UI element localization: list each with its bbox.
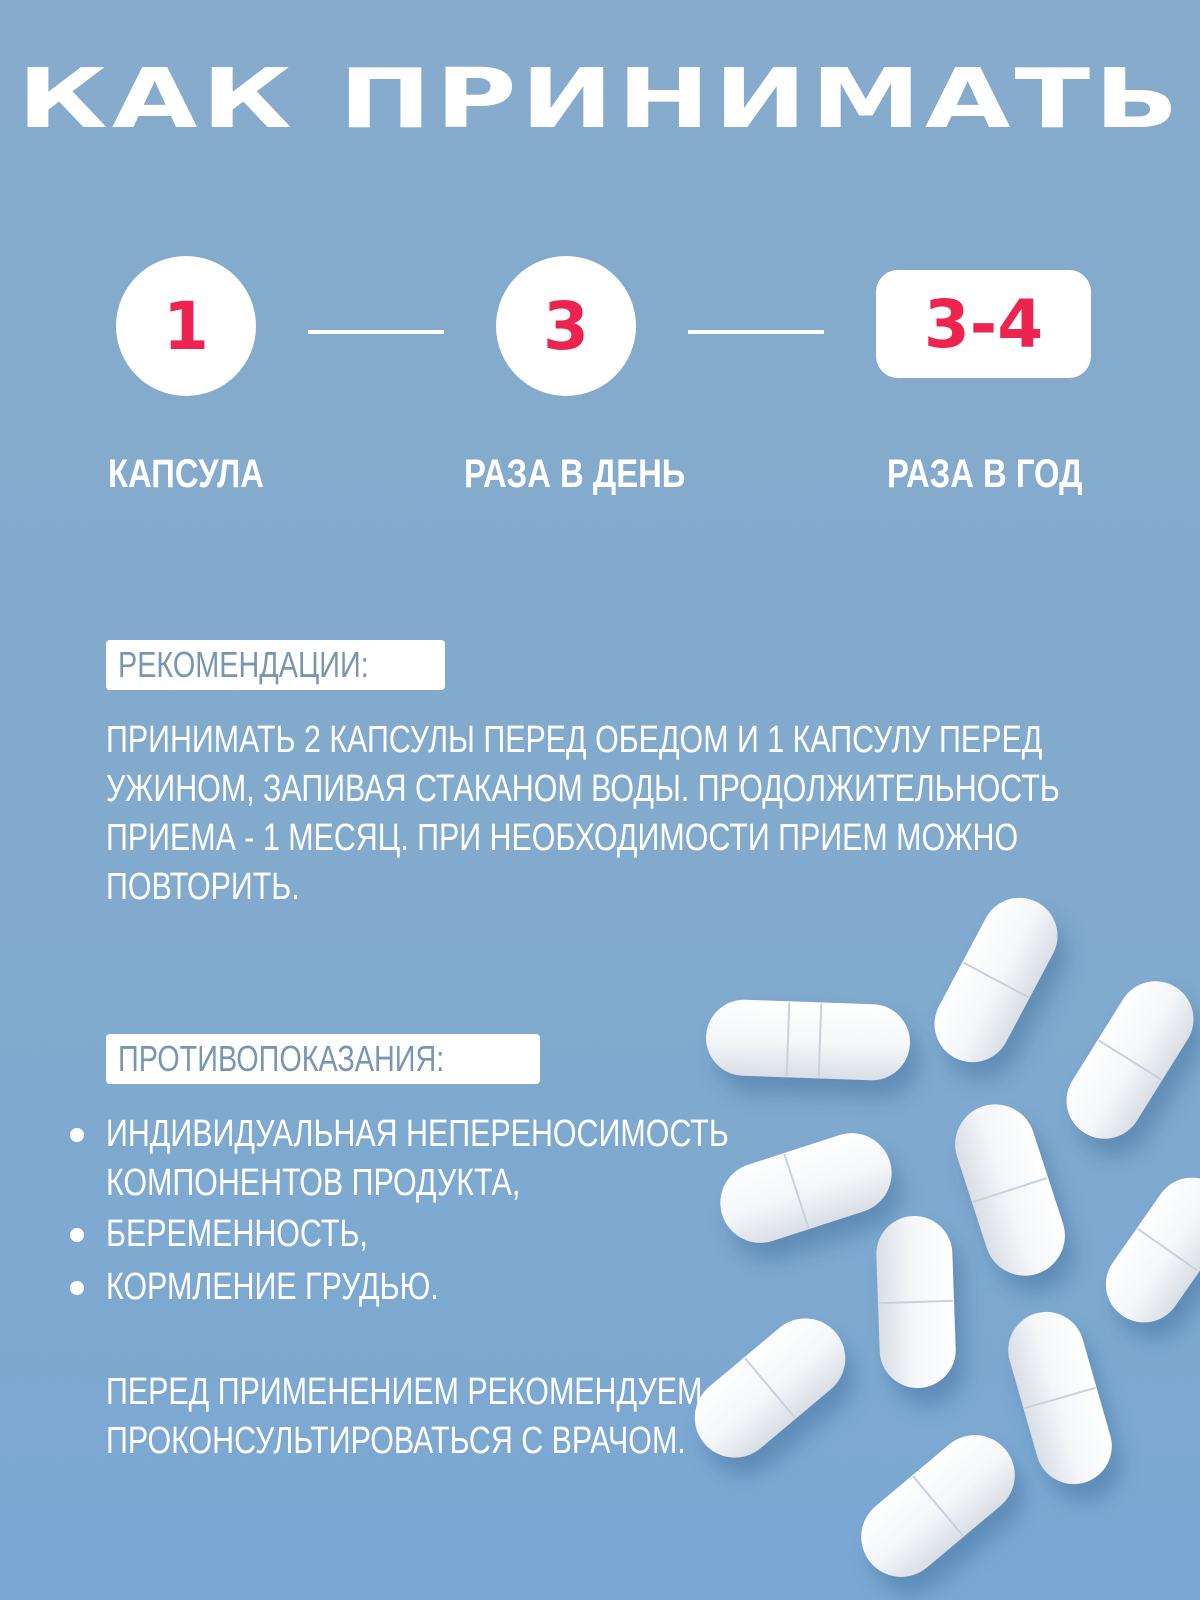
contraindication-item: БЕРЕМЕННОСТЬ,: [106, 1213, 368, 1255]
contraindication-item: КОРМЛЕНИЕ ГРУДЬЮ.: [106, 1266, 439, 1308]
capsule: [1091, 1163, 1200, 1338]
capsule: [1052, 967, 1200, 1153]
step-label: РАЗА В ДЕНЬ: [464, 452, 686, 496]
contraindication-item: ИНДИВИДУАЛЬНАЯ НЕПЕРЕНОСИМОСТЬ: [106, 1113, 729, 1155]
step-value: 3-4: [923, 285, 1044, 363]
capsule: [875, 1215, 957, 1390]
doctor-consultation-note: ПЕРЕД ПРИМЕНЕНИЕМ РЕКОМЕНДУЕМ: [106, 1371, 703, 1413]
capsule: [845, 1419, 1031, 1593]
step-value: 3: [543, 287, 589, 365]
contraindications-badge: [106, 1034, 540, 1084]
capsule: [710, 1123, 902, 1253]
step-label: РАЗА В ГОД: [887, 452, 1083, 496]
bullet-icon: [70, 1228, 84, 1242]
capsule: [678, 1302, 861, 1474]
bullet-icon: [70, 1128, 84, 1142]
recommendations-line: УЖИНОМ, ЗАПИВАЯ СТАКАНОМ ВОДЫ. ПРОДОЛЖИТЕЛЬНОСТЬ: [106, 768, 1060, 810]
contraindications-heading: ПРОТИВОПОКАЗАНИЯ:: [118, 1038, 445, 1079]
recommendations-line: ПОВТОРИТЬ.: [106, 866, 300, 908]
step-label: КАПСУЛА: [108, 452, 264, 496]
step-value: 1: [163, 287, 209, 365]
recommendations-line: ПРИЕМА - 1 МЕСЯЦ. ПРИ НЕОБХОДИМОСТИ ПРИЕМ МОЖНО: [106, 817, 1019, 859]
doctor-consultation-note: ПРОКОНСУЛЬТИРОВАТЬСЯ С ВРАЧОМ.: [106, 1420, 686, 1462]
capsule: [705, 998, 912, 1081]
recommendations-heading: РЕКОМЕНДАЦИИ:: [118, 644, 369, 685]
recommendations-line: ПРИНИМАТЬ 2 КАПСУЛЫ ПЕРЕД ОБЕДОМ И 1 КАПСУЛУ ПЕРЕД: [106, 719, 1043, 761]
capsule: [999, 1303, 1121, 1493]
capsule: [945, 1094, 1075, 1286]
recommendations-badge: [106, 640, 445, 690]
page-title: КАК ПРИНИМАТЬ: [17, 52, 1183, 147]
capsule: [921, 884, 1071, 1075]
contraindication-item-continued: КОМПОНЕНТОВ ПРОДУКТА,: [106, 1162, 521, 1204]
bullet-icon: [70, 1281, 84, 1295]
